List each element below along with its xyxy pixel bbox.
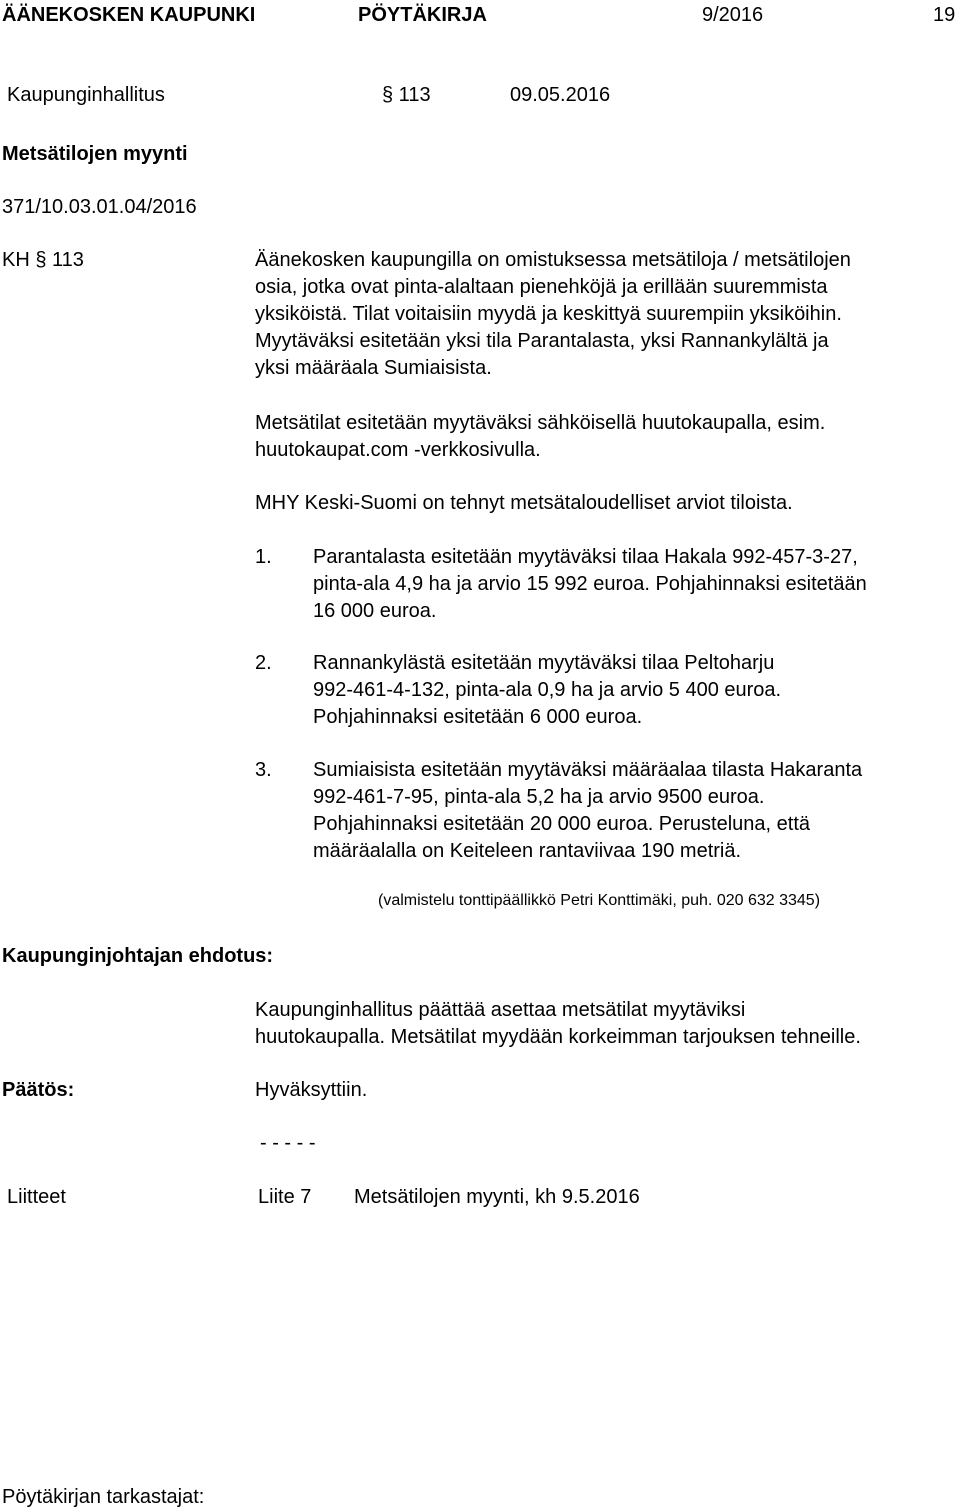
page-number: 19 xyxy=(933,4,956,26)
decision-label: Päätös: xyxy=(2,1079,75,1101)
text-line: huutokaupalla. Metsätilat myydään korkeimman tarjouksen tehneille. xyxy=(255,1026,861,1048)
list-number: 1. xyxy=(255,546,272,568)
sale-method-paragraph xyxy=(255,410,955,464)
text-line: Sumiaisista esitetään myytäväksi määräalaa tilasta Hakaranta xyxy=(313,759,863,781)
preparer-note: (valmistelu tonttipäällikkö Petri Konttimäki, puh. 020 632 3345) xyxy=(378,892,821,909)
text-line: Myytäväksi esitetään yksi tila Parantalasta, yksi Rannankylältä ja xyxy=(255,330,829,352)
text-line: yksiköistä. Tilat voitaisiin myydä ja keskittyä suurempiin yksiköihin. xyxy=(255,303,842,325)
text-line: määräalalla on Keiteleen rantaviivaa 190 metriä. xyxy=(313,840,742,862)
attachments-label: Liitteet xyxy=(7,1186,66,1208)
proposal-text xyxy=(255,997,960,1051)
text-line: Parantalasta esitetään myytäväksi tilaa Hakala 992-457-3-27, xyxy=(313,546,858,568)
text-line: Äänekosken kaupungilla on omistuksessa metsätiloja / metsätilojen xyxy=(255,249,851,271)
text-line: Kaupunginhallitus päättää asettaa metsätilat myytäviksi xyxy=(255,999,746,1021)
item-title: Metsätilojen myynti xyxy=(2,143,188,165)
list-number: 2. xyxy=(255,652,272,674)
text-line: 992-461-4-132, pinta-ala 0,9 ha ja arvio 5 400 euroa. xyxy=(313,679,782,701)
meeting-body: Kaupunginhallitus xyxy=(7,84,165,106)
decision-text: Hyväksyttiin. xyxy=(255,1079,368,1101)
document-type: PÖYTÄKIRJA xyxy=(358,4,487,26)
list-number: 3. xyxy=(255,759,272,781)
text-line: huutokaupat.com -verkkosivulla. xyxy=(255,439,541,461)
proposal-label: Kaupunginjohtajan ehdotus: xyxy=(2,945,274,967)
intro-paragraph xyxy=(255,247,955,382)
record-number: 371/10.03.01.04/2016 xyxy=(2,196,197,218)
text-line: Pohjahinnaksi esitetään 20 000 euroa. Perusteluna, että xyxy=(313,813,811,835)
section-number: § 113 xyxy=(382,84,431,106)
reviewers-label: Pöytäkirjan tarkastajat: xyxy=(2,1486,205,1508)
text-line: Metsätilat esitetään myytäväksi sähköisellä huutokaupalla, esim. xyxy=(255,412,826,434)
attachment-id: Liite 7 xyxy=(258,1186,312,1208)
separator: - - - - - xyxy=(260,1132,316,1154)
text-line: 992-461-7-95, pinta-ala 5,2 ha ja arvio 9500 euroa. xyxy=(313,786,765,808)
meeting-date: 09.05.2016 xyxy=(510,84,611,106)
issue-number: 9/2016 xyxy=(702,4,764,26)
item-label: KH § 113 xyxy=(2,249,84,271)
attachment-title: Metsätilojen myynti, kh 9.5.2016 xyxy=(354,1186,640,1208)
text-line: yksi määräala Sumiaisista. xyxy=(255,357,492,379)
organization-name: ÄÄNEKOSKEN KAUPUNKI xyxy=(2,4,256,26)
text-line: osia, jotka ovat pinta-alaltaan pienehköjä ja erillään suuremmista xyxy=(255,276,828,298)
text-line: Pohjahinnaksi esitetään 6 000 euroa. xyxy=(313,706,643,728)
text-line: Rannankylästä esitetään myytäväksi tilaa Peltoharju xyxy=(313,652,775,674)
text-line: pinta-ala 4,9 ha ja arvio 15 992 euroa. Pohjahinnaksi esitetään xyxy=(313,573,867,595)
text-line: 16 000 euroa. xyxy=(313,600,437,622)
appraisal-text: MHY Keski-Suomi on tehnyt metsätaloudelliset arviot tiloista. xyxy=(255,492,793,514)
